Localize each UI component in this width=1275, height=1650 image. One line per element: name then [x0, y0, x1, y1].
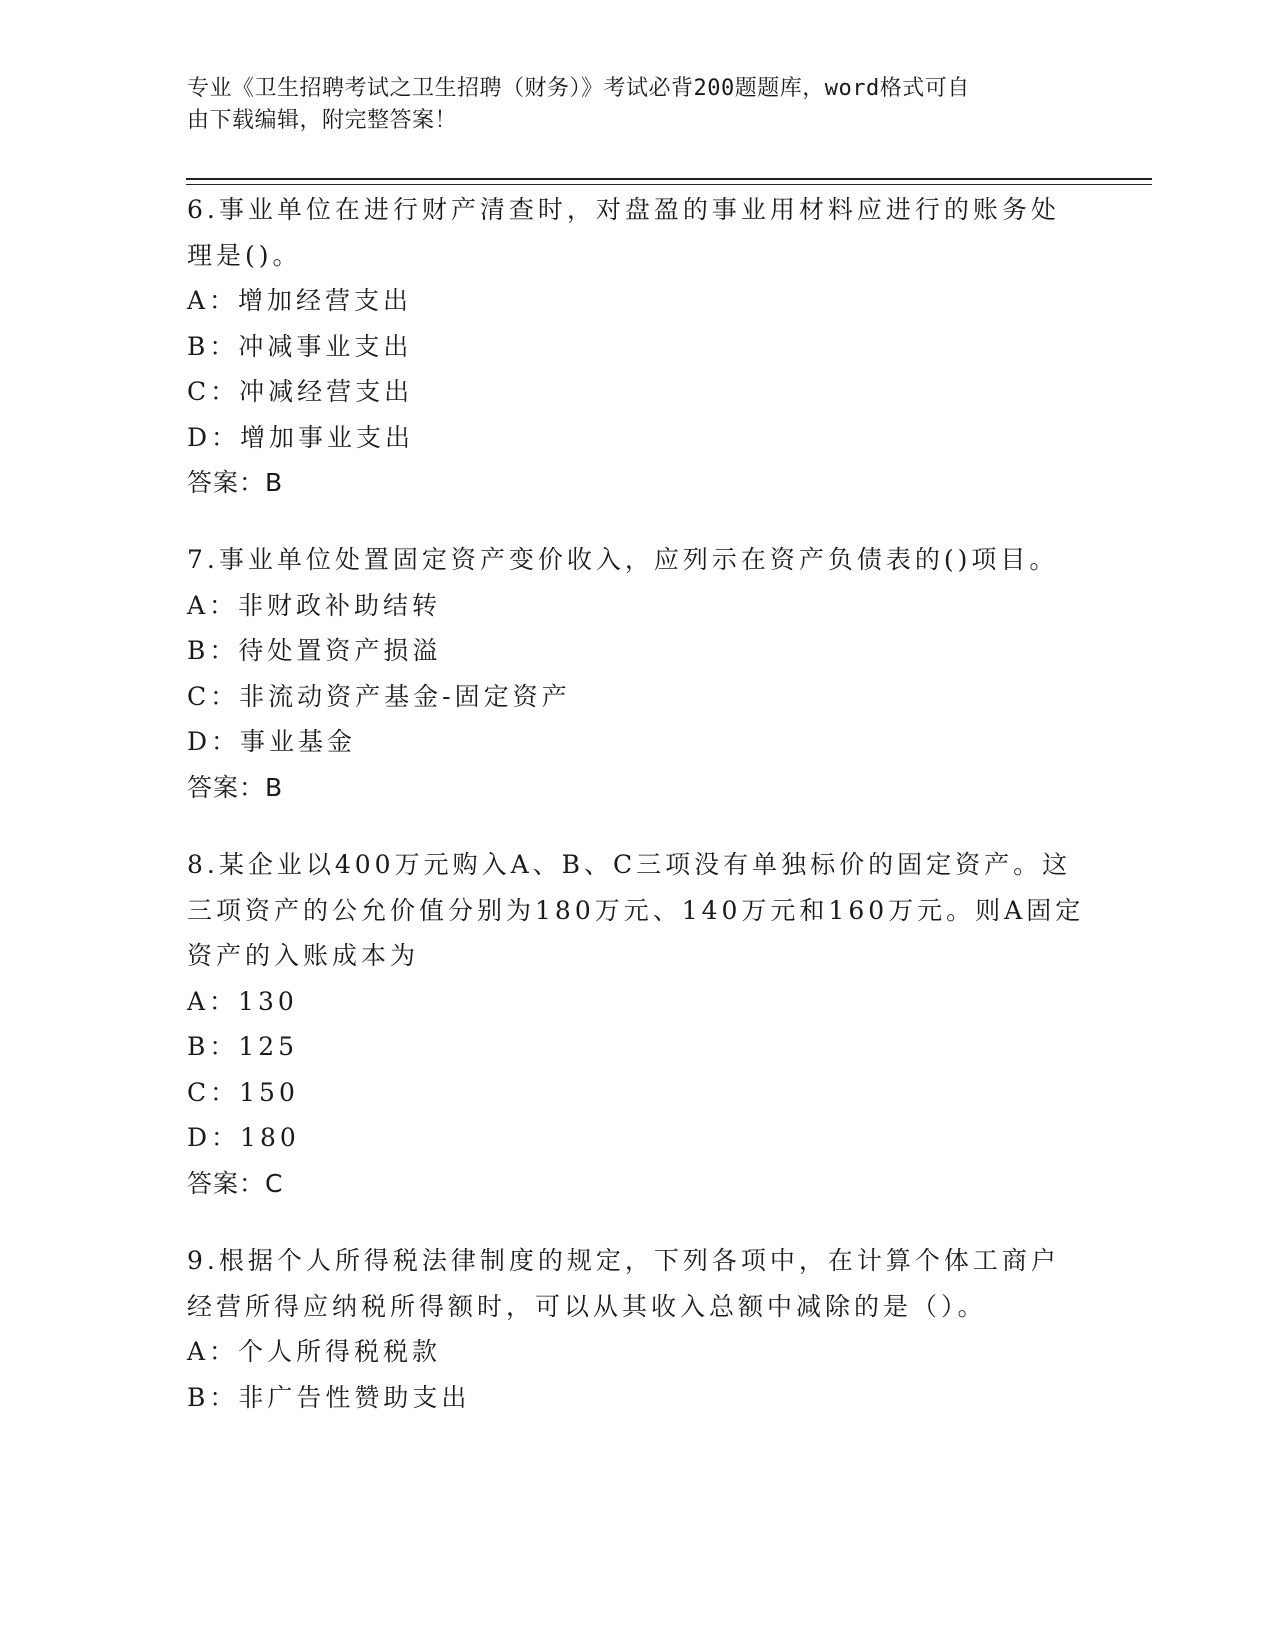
question-6 — [187, 187, 1087, 506]
question-text: 三项资产的公允价值分别为180万元、140万元和160万元。则A固定 — [187, 895, 1085, 925]
option-b: B：125 — [187, 1032, 299, 1061]
header-line-2: 由下载编辑，附完整答案！ — [187, 108, 458, 133]
question-text: 经营所得应纳税所得额时，可以从其收入总额中减除的是（）。 — [187, 1291, 987, 1321]
question-text: 理是()。 — [187, 240, 302, 270]
option-a: A：130 — [187, 986, 298, 1016]
option-c: C：非流动资产基金-固定资产 — [187, 681, 571, 711]
answer: 答案：C — [187, 1168, 284, 1198]
document-header — [187, 73, 1067, 137]
option-b: B：待处置资产损溢 — [187, 636, 442, 665]
option-b: B：冲减事业支出 — [187, 331, 413, 361]
question-text: 资产的入账成本为 — [187, 941, 420, 970]
option-c: C：冲减经营支出 — [187, 377, 414, 406]
option-a: A：个人所得税税款 — [187, 1337, 442, 1366]
option-a: A：非财政补助结转 — [187, 590, 442, 620]
question-9 — [187, 1238, 1087, 1420]
answer: 答案：B — [187, 468, 284, 497]
question-text: 6.事业单位在进行财产清查时，对盘盈的事业用材料应进行的账务处 — [187, 195, 1060, 224]
question-7 — [187, 537, 1087, 810]
question-text: 7.事业单位处置固定资产变价收入，应列示在资产负债表的()项目。 — [187, 545, 1059, 574]
option-d: D：增加事业支出 — [187, 422, 415, 452]
header-divider-thick — [186, 178, 1152, 180]
option-d: D：180 — [187, 1123, 300, 1152]
option-d: D：事业基金 — [187, 727, 357, 756]
question-8 — [187, 842, 1087, 1206]
question-text: 9.根据个人所得税法律制度的规定，下列各项中，在计算个体工商户 — [187, 1246, 1060, 1275]
option-c: C：150 — [187, 1077, 299, 1107]
header-divider-thin — [186, 184, 1152, 185]
option-a: A：增加经营支出 — [187, 286, 413, 315]
header-line-1: 专业《卫生招聘考试之卫生招聘（财务）》考试必背200题题库，word格式可自 — [187, 76, 970, 101]
option-b: B：非广告性赞助支出 — [187, 1382, 471, 1412]
question-text: 8.某企业以400万元购入A、B、C三项没有单独标价的固定资产。这 — [187, 850, 1072, 879]
answer: 答案：B — [187, 772, 284, 802]
